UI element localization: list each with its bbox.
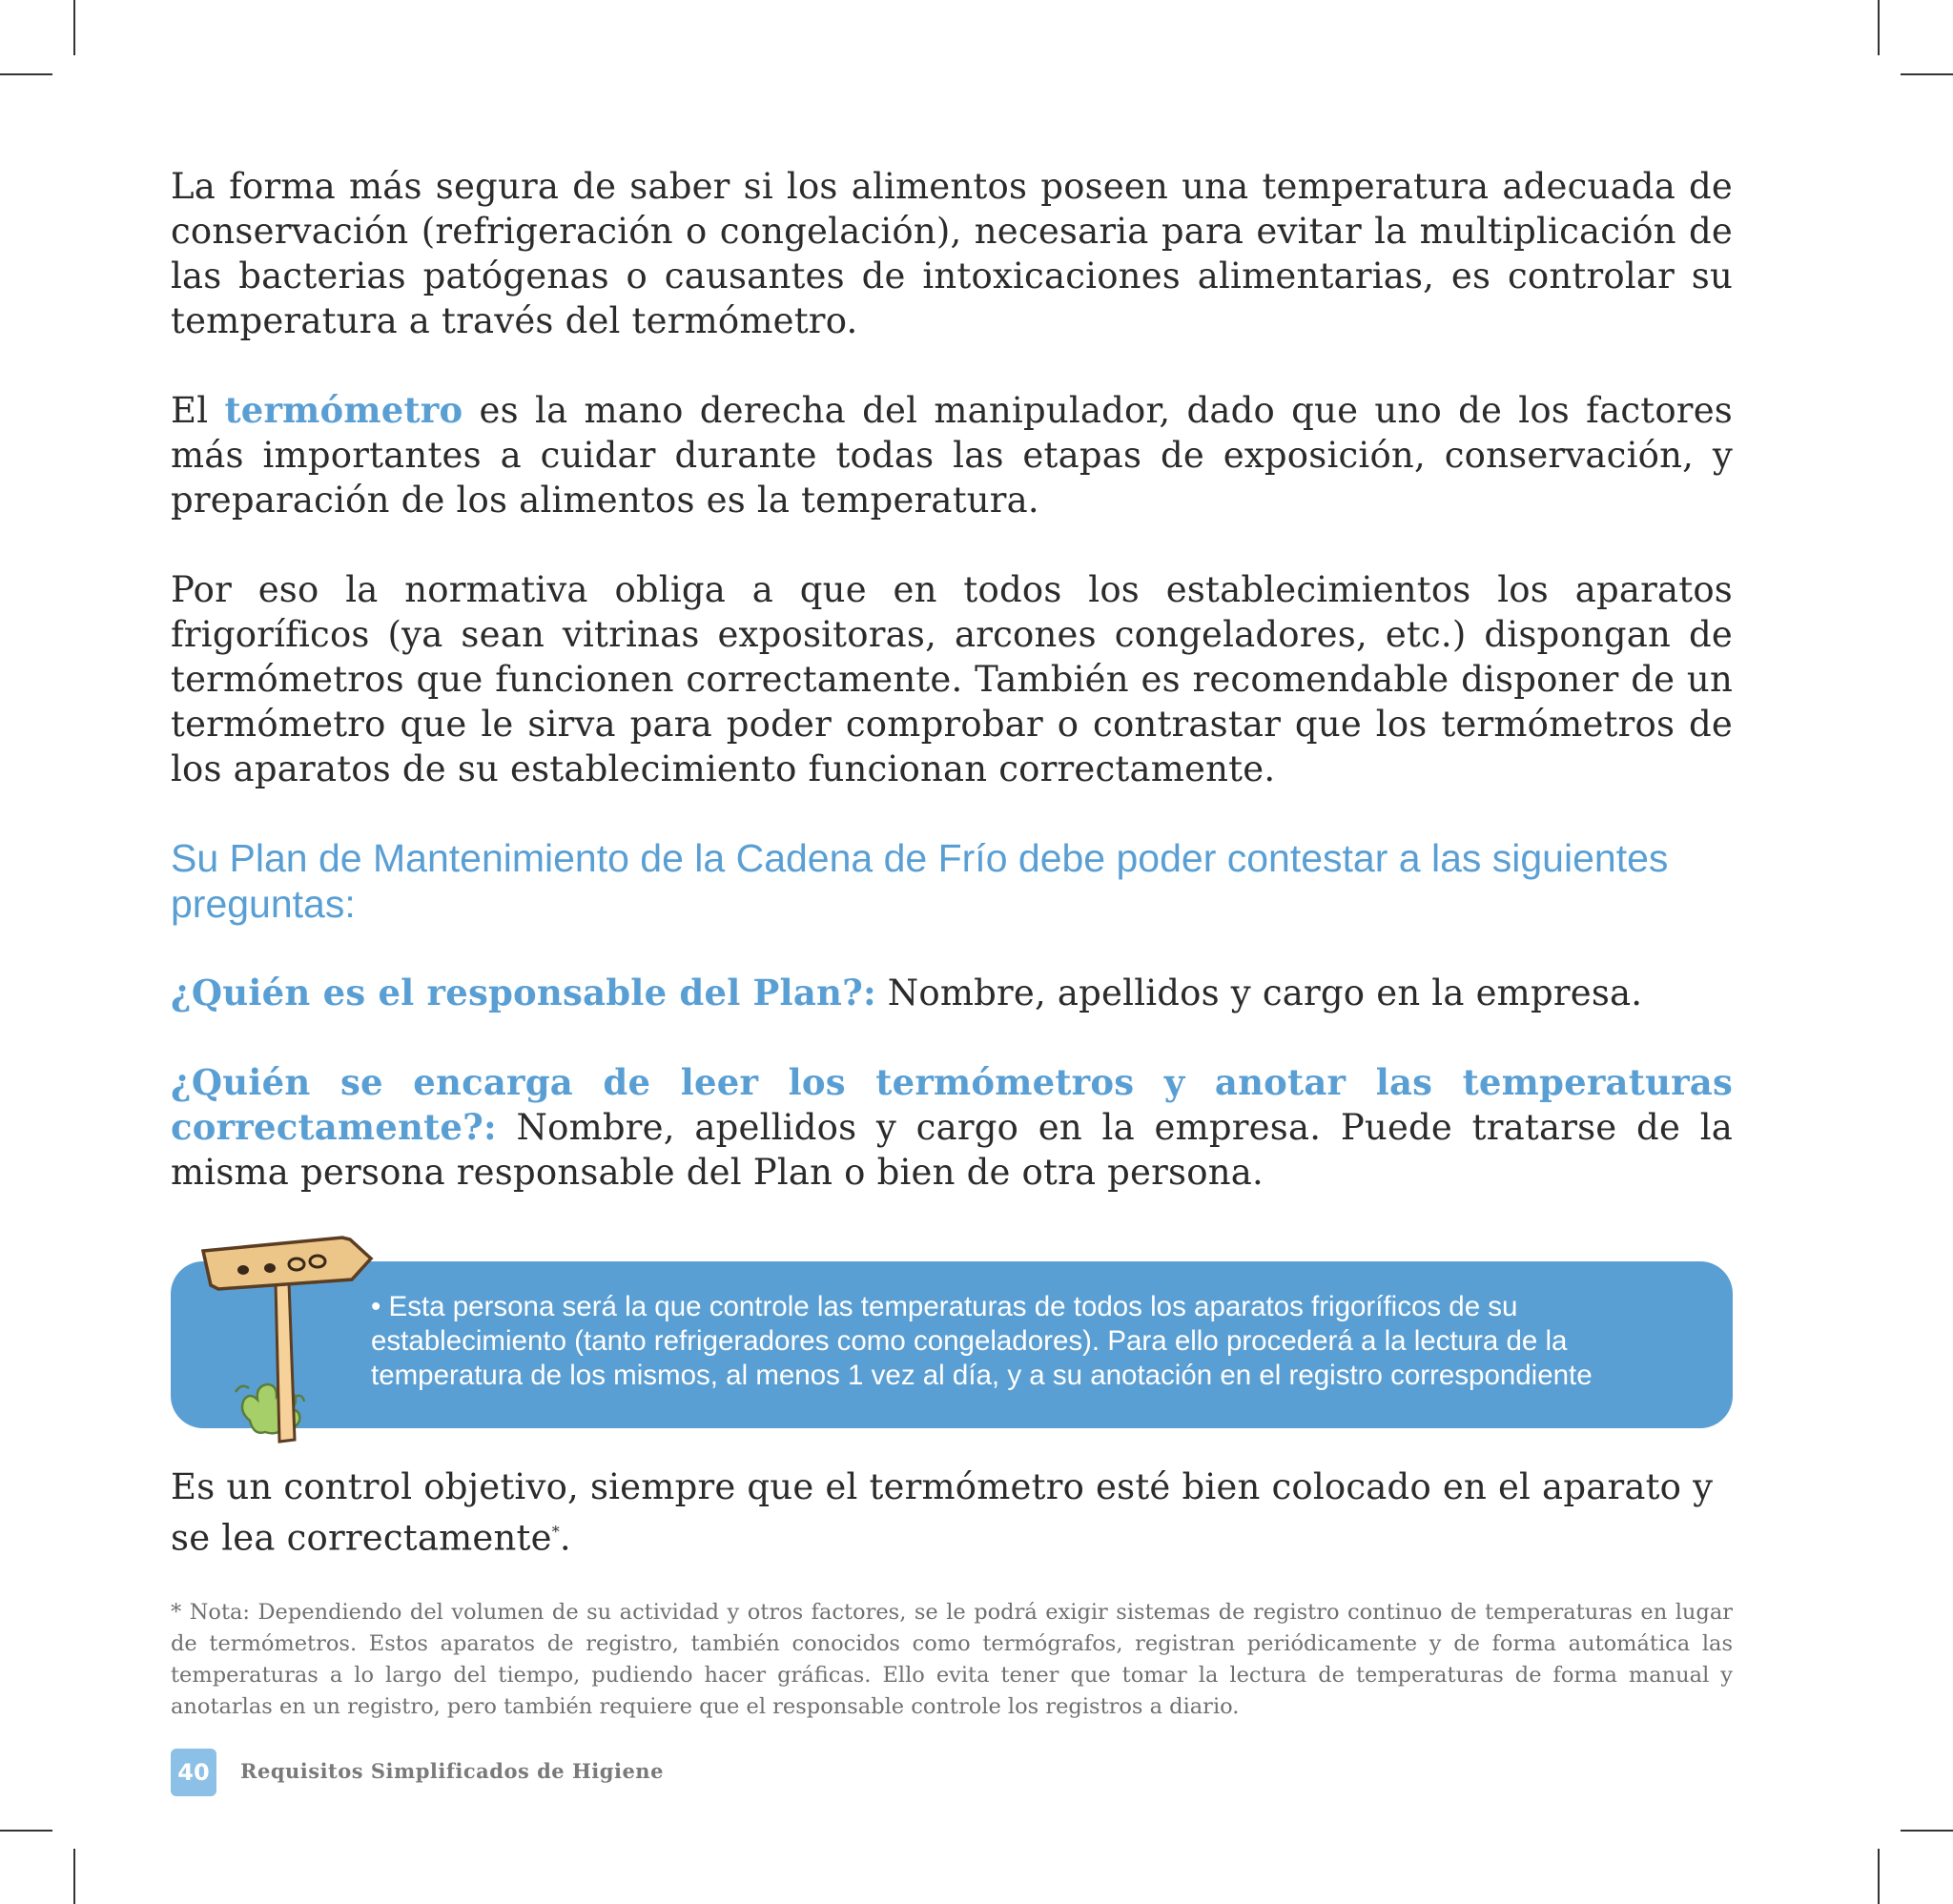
paragraph-rest: es la mano derecha del manipulador, dado que uno de los factores más importantes a cuidar durante todas las etapas de exposición, conservación, y preparación de los alimentos es la temperatura. [171, 390, 1733, 521]
callout-text: • Esta persona será la que controle las temperaturas de todos los aparatos frigoríficos de su establecimiento (tanto refrigeradores como congeladores). Para ello procederá a la lectura de la temperatura de los mismos, al menos 1 vez al día, y a su anotación en el registro correspondiente [371, 1291, 1593, 1391]
page-number-badge: 40 [171, 1749, 216, 1796]
closing-text: Es un control objetivo, siempre que el termómetro esté bien colocado en el aparato y se lea correctamente [171, 1466, 1714, 1559]
closing-paragraph [171, 1464, 1733, 1560]
crop-mark-top-right-vertical [1878, 0, 1880, 55]
signpost-pole [276, 1282, 295, 1442]
crop-mark-top-left-horizontal [0, 73, 52, 75]
thermometer-paragraph [171, 388, 1733, 522]
question-item [171, 1060, 1733, 1195]
question-label: ¿Quién es el responsable del Plan?: [171, 972, 876, 1013]
answer-text: Nombre, apellidos y cargo en la empresa. [875, 972, 1643, 1013]
regulation-paragraph: Por eso la normativa obliga a que en todos los establecimientos los aparatos frigoríficos (ya sean vitrinas expositoras, arcones congeladores, etc.) dispongan de termómetros que funcionen correctamente. También es recomendable disponer de un termómetro que le sirva para poder comprobar o contrastar que los termómetros de los aparatos de su establecimiento funcionan correctamente. [171, 569, 1733, 789]
footnote-marker: * [551, 1523, 560, 1541]
crop-mark-bottom-right-horizontal [1901, 1830, 1953, 1832]
answer-text: Nombre, apellidos y cargo en la empresa. Puede tratarse de la misma persona responsable del Plan o bien de otra persona. [171, 1107, 1733, 1193]
highlight-thermometer: termómetro [224, 389, 463, 431]
crop-mark-bottom-right-vertical [1878, 1849, 1880, 1904]
crop-mark-bottom-left-vertical [73, 1849, 75, 1904]
closing-end: . [559, 1517, 571, 1559]
running-title: Requisitos Simplificados de Higiene [240, 1759, 664, 1783]
question-label: ¿Quién se encarga de leer los termómetros y anotar las temperaturas correctamente?: [171, 1061, 1733, 1148]
page-content [171, 0, 1733, 1904]
signpost-icon [197, 1230, 379, 1459]
footnote: * Nota: Dependiendo del volumen de su actividad y otros factores, se le podrá exigir sistemas de registro continuo de temperaturas en lugar de termómetros. Estos aparatos de registro, también conocidos como termógrafos, registran periódicamente y de forma automática las temperaturas a lo largo del tiempo, pudiendo hacer gráficas. Ello evita tener que tomar la lectura de temperaturas de forma manual y anotarlas en un registro, pero también requiere que el responsable controle los registros a diario. [171, 1600, 1733, 1719]
intro-paragraph: La forma más segura de saber si los alimentos poseen una temperatura adecuada de conservación (refrigeración o congelación), necesaria para evitar la multiplicación de las bacterias patógenas o causantes de intoxicaciones alimentarias, es controlar su temperatura a través del termómetro. [171, 166, 1733, 341]
section-heading: Su Plan de Mantenimiento de la Cadena de Frío debe poder contestar a las siguientes preguntas: [171, 836, 1669, 926]
callout-box [171, 1261, 1733, 1428]
signpost-board [203, 1238, 371, 1289]
crop-mark-bottom-left-horizontal [0, 1830, 52, 1832]
paragraph-prefix: El [171, 390, 225, 431]
crop-mark-top-right-horizontal [1901, 73, 1953, 75]
crop-mark-top-left-vertical [73, 0, 75, 55]
question-item [171, 971, 1733, 1015]
